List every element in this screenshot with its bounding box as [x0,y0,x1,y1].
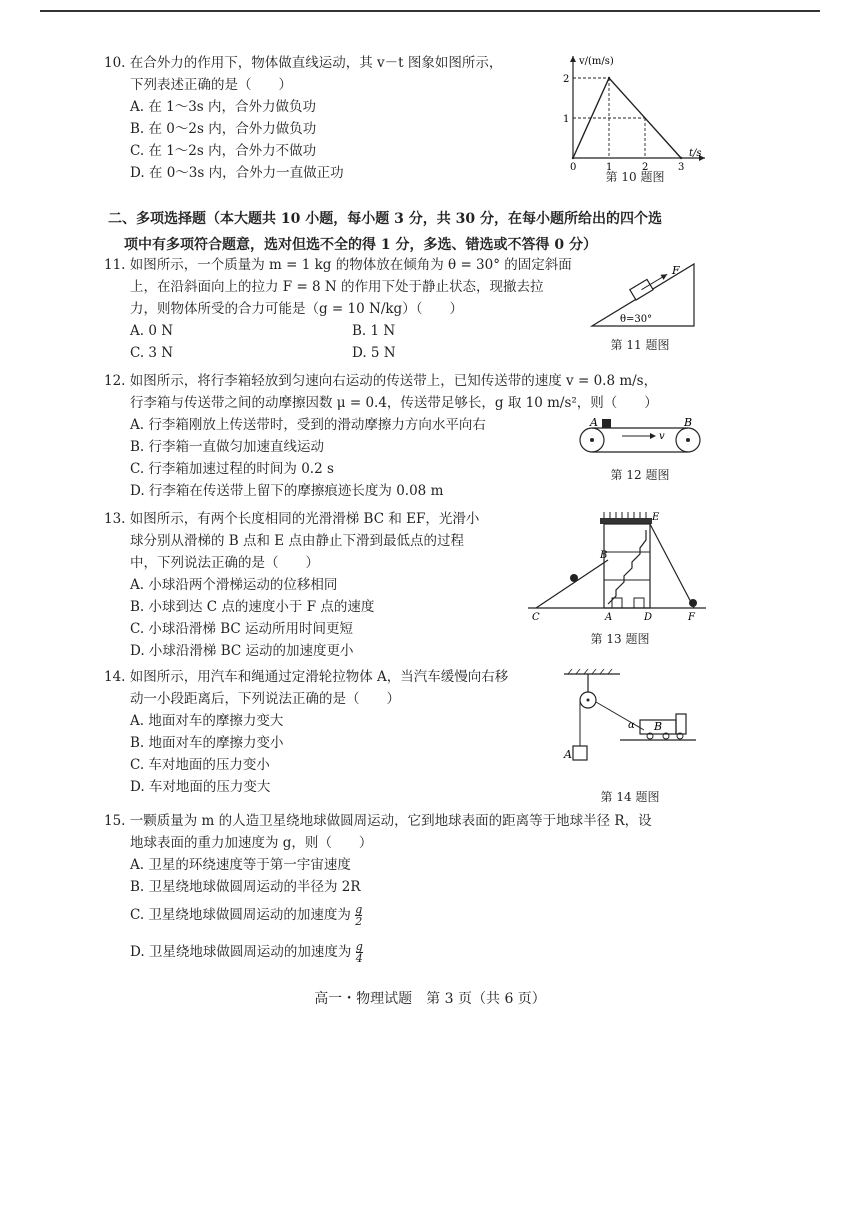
q10-data-point [572,157,574,159]
q14-b-label: B [654,720,663,733]
q15-option-d-fraction [356,941,363,964]
q12-option-d: D. 行李箱在传送带上留下的摩擦痕迹长度为 0.08 m [130,483,444,499]
q15-option-d [104,941,704,964]
q11-options-row2 [104,342,574,364]
q11-angle-label: θ=30° [620,314,653,325]
q10-y-tick-label: 2 [563,74,570,85]
q10-x-tick-label: 2 [642,162,649,170]
q10-y-label: v/(m/s) [579,56,614,67]
q12-option-a: A. 行李箱刚放上传送带时，受到的滑动摩擦力方向水平向右 [130,417,486,433]
q14-option-c: C. 车对地面的压力变小 [130,757,270,773]
question-11 [104,254,574,364]
q15-stem-2: 地球表面的重力加速度为 g，则（ ） [130,835,373,851]
q12-caption: 第 12 题图 [610,468,670,482]
section-2-header [108,206,718,258]
q10-x-tick-label: 1 [606,162,613,170]
q15-option-d-text: D. 卫星绕地球做圆周运动的加速度为 [130,944,352,960]
top-rule [40,10,820,12]
q10-data-point [680,157,682,159]
q13-label-a: A [605,612,613,623]
q10-option-c: C. 在 1～2s 内，合外力不做功 [130,143,317,159]
q14-pulley-figure [560,666,700,776]
q14-caption: 第 14 题图 [600,790,660,804]
q13-option-b: B. 小球到达 C 点的速度小于 F 点的速度 [130,599,375,615]
q13-option-d: D. 小球沿滑梯 BC 运动的加速度更小 [130,643,354,659]
q13-caption: 第 13 题图 [590,632,650,646]
q12-stem-1: 12. 如图所示，将行李箱轻放到匀速向右运动的传送带上，已知传送带的速度 v = 0.8 m/s， [104,373,658,389]
q13-label-e: E [652,512,660,523]
q10-caption: 第 10 题图 [605,170,665,184]
q13-stem-1: 13. 如图所示，有两个长度相同的光滑滑梯 BC 和 EF，光滑小 [104,511,480,527]
q13-label-c: C [532,612,540,623]
q11-stem-1: 11. 如图所示，一个质量为 m = 1 kg 的物体放在倾角为 θ = 30° 的固定斜面 [104,257,572,273]
q13-stem-3: 中，下列说法正确的是（ ） [130,555,319,571]
q13-stem-2: 球分别从滑梯的 B 点和 E 点由静止下滑到最低点的过程 [130,533,464,549]
q13-label-b: B [600,550,608,561]
question-10 [104,52,577,184]
q10-x-tick-label: 3 [678,162,685,170]
q10-option-b: B. 在 0～2s 内，合外力做负功 [130,121,317,137]
q15-c-denominator: 2 [355,915,363,928]
q11-stem-3: 力，则物体所受的合力可能是（g = 10 N/kg）（ ） [130,301,463,317]
question-14 [104,666,574,798]
q12-a-label: A [590,416,598,429]
q14-alpha-label: α [628,720,635,731]
q14-stem-2: 动一小段距离后，下列说法正确的是（ ） [130,691,400,707]
q11-force-label: F [672,264,680,277]
q10-y-tick-label: 1 [563,114,570,125]
q10-x-tick-label: 0 [570,162,577,170]
q13-option-c: C. 小球沿滑梯 BC 运动所用时间更短 [130,621,354,637]
q11-option-b: B. 1 N [352,323,396,339]
q12-option-c: C. 行李箱加速过程的时间为 0.2 s [130,461,334,477]
q11-incline-figure [590,260,700,332]
q11-option-a: A. 0 N [130,323,174,339]
page-footer: 高一・物理试题 第 3 页（共 6 页） [314,991,546,1007]
q14-option-b: B. 地面对车的摩擦力变小 [130,735,284,751]
q15-c-numerator: g [355,903,363,916]
q12-stem-2: 行李箱与传送带之间的动摩擦因数 μ = 0.4，传送带足够长，g 取 10 m/s²，则（ ） [130,395,658,411]
q14-stem-1: 14. 如图所示，用汽车和绳通过定滑轮拉物体 A，当汽车缓慢向右移 [104,669,509,685]
q15-d-numerator: g [355,940,363,953]
q11-option-d: D. 5 N [352,345,396,361]
q10-option-d: D. 在 0～3s 内，合外力一直做正功 [130,165,344,181]
q15-d-denominator: 4 [355,952,363,965]
q12-v-label: v [659,431,665,442]
q15-option-c-fraction [355,904,362,927]
q10-option-a: A. 在 1～3s 内，合外力做负功 [130,99,317,115]
q15-option-c-text: C. 卫星绕地球做圆周运动的加速度为 [130,907,351,923]
q11-options-row1 [104,320,574,342]
q14-a-label: A [564,748,572,761]
q13-slide-figure [522,508,712,626]
q12-b-label: B [684,416,693,429]
q15-option-c [104,904,704,927]
q15-option-a: A. 卫星的环绕速度等于第一宇宙速度 [130,857,351,873]
q13-label-f: F [688,612,695,623]
q11-stem-2: 上，在沿斜面向上的拉力 F = 8 N 的作用下处于静止状态，现撤去拉 [130,279,544,295]
q11-option-c: C. 3 N [130,345,174,361]
q13-label-d: D [644,612,653,623]
section-2-line2: 项中有多项符合题意，选对但选不全的得 1 分，多选、错选或不答得 0 分） [124,237,597,253]
q15-stem-1: 15. 一颗质量为 m 的人造卫星绕地球做圆周运动，它到地球表面的距离等于地球半径 R，设 [104,813,652,829]
question-15 [104,810,704,964]
q10-stem-2: 下列表述正确的是（ ） [130,77,292,93]
section-2-line1: 二、多项选择题（本大题共 10 小题，每小题 3 分，共 30 分，在每小题所给出的四个选 [108,211,662,227]
q10-data-point [608,77,610,79]
q13-option-a: A. 小球沿两个滑梯运动的位移相同 [130,577,338,593]
q10-vt-chart [555,52,715,170]
q11-caption: 第 11 题图 [610,338,670,352]
q12-conveyor-figure [576,416,706,460]
q15-option-b: B. 卫星绕地球做圆周运动的半径为 2R [130,879,361,895]
question-13 [104,508,574,662]
q10-x-label: t/s [689,148,702,159]
q10-stem: 10. 在合外力的作用下，物体做直线运动，其 v－t 图象如图所示， [104,55,503,71]
q14-option-d: D. 车对地面的压力变大 [130,779,271,795]
q12-option-b: B. 行李箱一直做匀加速直线运动 [130,439,325,455]
q14-option-a: A. 地面对车的摩擦力变大 [130,713,284,729]
